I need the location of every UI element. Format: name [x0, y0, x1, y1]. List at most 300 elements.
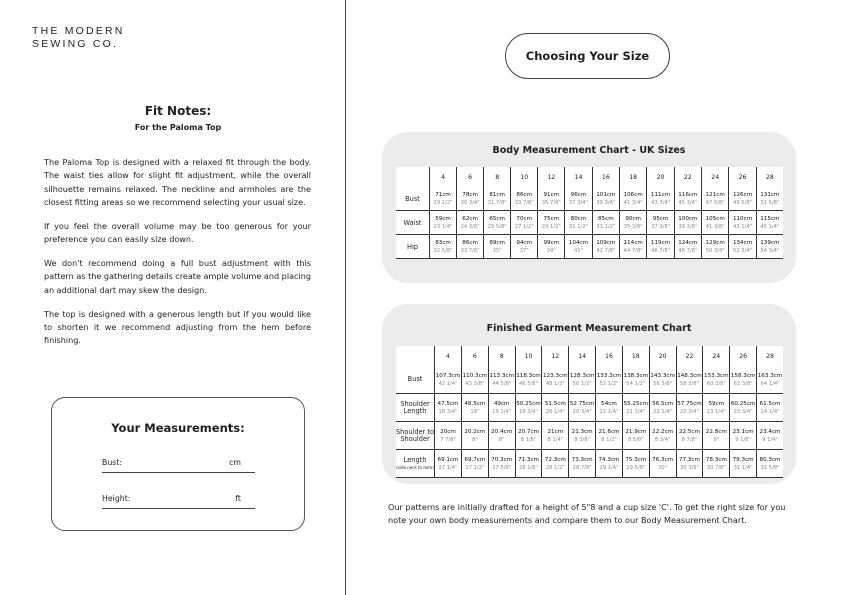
inch-value: 51 5/8" — [760, 199, 780, 206]
inch-value: 8 1/4" — [547, 436, 564, 443]
inch-value: 52 3/4" — [733, 247, 753, 254]
cm-value: 126cm — [732, 191, 753, 198]
measurement-cell — [703, 422, 730, 450]
measurement-cell — [435, 422, 462, 450]
measurement-cell — [435, 366, 462, 394]
cm-value: 75cm — [543, 215, 560, 222]
size-header-cell: 20 — [647, 167, 674, 187]
cm-value: 48.5cm — [464, 400, 486, 407]
cm-value: 118.3cm — [516, 372, 541, 379]
cm-value: 74.3cm — [598, 456, 620, 463]
row-label-line: Length — [403, 406, 427, 415]
inch-value: 21 1/4" — [599, 408, 619, 415]
measurement-cell — [757, 450, 783, 478]
inch-value: 35 3/8" — [623, 223, 643, 230]
measurement-cell — [649, 366, 676, 394]
inch-value: 30" — [658, 464, 668, 471]
measurement-cell — [757, 366, 783, 394]
row-label — [396, 394, 435, 422]
inch-value: 31 7/8" — [487, 199, 507, 206]
measurement-cell — [674, 211, 701, 235]
height-measurement-field[interactable] — [102, 494, 255, 509]
cm-value: 59cm — [435, 215, 451, 222]
measurement-cell — [622, 366, 649, 394]
measurement-cell — [596, 450, 623, 478]
cm-value: 50.25cm — [516, 400, 541, 407]
your-measurements-title: Your Measurements: — [111, 421, 245, 435]
inch-value: 25 5/8" — [487, 223, 507, 230]
cm-value: 22.8cm — [705, 428, 727, 435]
inch-value: 23 1/4" — [433, 223, 453, 230]
inch-value: 19 3/4" — [518, 408, 538, 415]
size-header-cell: 10 — [515, 346, 542, 366]
size-header-cell: 24 — [703, 346, 730, 366]
size-header-cell: 26 — [730, 346, 757, 366]
inch-value: 27 5/8" — [492, 464, 512, 471]
cm-value: 96cm — [570, 191, 587, 198]
inch-value: 49 5/8" — [733, 199, 753, 206]
measurement-cell — [703, 394, 730, 422]
corner-cell — [396, 167, 430, 187]
cm-value: 109cm — [596, 239, 616, 246]
cm-value: 86cm — [462, 239, 478, 246]
inch-value: 27 1/4" — [438, 464, 458, 471]
inch-value: 33 1/2" — [596, 223, 616, 230]
cm-value: 70.3cm — [491, 456, 513, 463]
inch-value: 8 7/8" — [681, 436, 698, 443]
cm-value: 128.3cm — [569, 372, 595, 379]
inch-value: 8 3/4" — [654, 436, 671, 443]
measurement-cell — [647, 235, 674, 259]
inch-value: 19 1/4" — [492, 408, 512, 415]
cm-value: 86cm — [516, 191, 533, 198]
inch-value: 45 3/4" — [678, 199, 698, 206]
cm-value: 22.2cm — [652, 428, 674, 435]
cm-value: 56.5cm — [652, 400, 674, 407]
measurement-cell — [569, 394, 596, 422]
measurement-cell — [756, 211, 783, 235]
measurement-cell — [461, 422, 488, 450]
measurement-cell — [649, 422, 676, 450]
inch-value: 29 5/8" — [626, 464, 646, 471]
cm-value: 148.3cm — [677, 372, 702, 379]
row-label-note: (side neck to hem) — [396, 464, 434, 470]
inch-value: 20 1/4" — [545, 408, 565, 415]
cm-value: 72.3cm — [544, 456, 566, 463]
inch-value: 18 3/4" — [438, 408, 458, 415]
measurement-cell — [488, 422, 515, 450]
cm-value: 22.5cm — [678, 428, 700, 435]
inch-value: 30 7/8" — [706, 464, 726, 471]
cm-value: 78.3cm — [705, 456, 727, 463]
measurement-cell — [730, 366, 757, 394]
size-header-cell: 12 — [542, 346, 569, 366]
row-label-line: Bust — [407, 375, 423, 383]
measurement-cell — [565, 211, 592, 235]
inch-value: 22 3/4" — [679, 408, 699, 415]
cm-value: 89cm — [489, 239, 505, 246]
size-header-cell: 24 — [702, 167, 729, 187]
inch-value: 22 1/4" — [653, 408, 673, 415]
cm-value: 106cm — [623, 191, 643, 198]
size-header-cell: 6 — [457, 167, 484, 187]
cm-value: 51.5cm — [544, 400, 566, 407]
inch-value: 39" — [546, 247, 556, 254]
row-label — [396, 366, 435, 394]
inch-value: 9" — [713, 436, 720, 443]
size-header-cell: 4 — [435, 346, 462, 366]
cm-value: 57.75cm — [677, 400, 702, 407]
cm-value: 20.2cm — [464, 428, 486, 435]
measurement-cell — [430, 211, 457, 235]
row-label — [396, 450, 435, 478]
cm-value: 131cm — [760, 191, 780, 198]
measurement-cell — [461, 450, 488, 478]
cm-value: 138.3cm — [623, 372, 649, 379]
fit-notes-paragraph: We don't recommend doing a full bust adjustment with this pattern as the gathering details create ample volume and placing an additional dart may skew the design. — [44, 258, 311, 295]
cm-value: 71cm — [435, 191, 451, 198]
inch-value: 35" — [492, 247, 502, 254]
measurement-cell — [674, 187, 701, 211]
inch-value: 48 7/8" — [678, 247, 698, 254]
garment-measurement-table — [396, 346, 783, 478]
measurement-cell — [620, 211, 647, 235]
cm-value: 81cm — [489, 191, 505, 198]
cm-value: 115cm — [760, 215, 780, 222]
measurement-cell — [649, 450, 676, 478]
measurement-cell — [488, 450, 515, 478]
inch-value: 30 3/8" — [679, 464, 699, 471]
measurement-cell — [515, 394, 542, 422]
inch-value: 23 1/4" — [706, 408, 726, 415]
inch-value: 58 3/8" — [679, 380, 699, 387]
cm-value: 158.3cm — [730, 372, 756, 379]
measurement-cell — [538, 211, 565, 235]
inch-value: 30 3/4" — [460, 199, 480, 206]
cm-value: 65cm — [489, 215, 505, 222]
page-divider — [345, 0, 346, 595]
measurement-cell — [538, 235, 565, 259]
measurement-cell — [729, 235, 756, 259]
fit-notes-title: Fit Notes: — [144, 104, 212, 118]
cm-value: 80.3cm — [759, 456, 781, 463]
inch-value: 23 3/4" — [733, 408, 753, 415]
size-header-cell: 8 — [488, 346, 515, 366]
cm-value: 105cm — [705, 215, 725, 222]
inch-value: 31 5/8" — [760, 464, 780, 471]
measurement-cell — [676, 422, 703, 450]
measurement-cell — [430, 235, 457, 259]
measurement-cell — [622, 450, 649, 478]
cm-value: 77.3cm — [678, 456, 700, 463]
measurement-cell — [569, 366, 596, 394]
inch-value: 41 3/8" — [705, 223, 725, 230]
bust-label: Bust: — [102, 458, 123, 467]
measurement-cell — [457, 235, 484, 259]
cm-value: 21cm — [547, 428, 564, 435]
cm-value: 69.1cm — [437, 456, 459, 463]
cm-value: 83cm — [435, 239, 451, 246]
measurement-row — [396, 422, 783, 450]
cm-value: 123.3cm — [543, 372, 568, 379]
cm-value: 62cm — [462, 215, 478, 222]
body-chart-title: Body Measurement Chart - UK Sizes — [492, 145, 686, 156]
measurement-cell — [676, 394, 703, 422]
inch-value: 33 7/8" — [460, 247, 480, 254]
row-label — [396, 211, 430, 235]
brand-logo — [32, 25, 125, 51]
inch-value: 7 7/8" — [440, 436, 456, 443]
size-header-cell: 26 — [729, 167, 756, 187]
size-header-cell: 16 — [596, 346, 623, 366]
row-label — [396, 422, 435, 450]
cm-value: 71.3cm — [518, 456, 539, 463]
inch-value: 24 3/8" — [460, 223, 480, 230]
cm-value: 69.7cm — [464, 456, 486, 463]
row-label-line: Waist — [403, 218, 422, 227]
size-header-cell: 14 — [569, 346, 596, 366]
measurement-cell — [702, 235, 729, 259]
measurement-cell — [488, 366, 515, 394]
measurement-row — [396, 235, 783, 259]
footer-note: Our patterns are initially drafted for a height of 5"8 and a cup size 'C'. To get the right size for you note your own body measurements and compare them to our Body Measurement Chart. — [388, 502, 786, 525]
cm-value: 153.3cm — [704, 372, 729, 379]
cm-value: 70cm — [516, 215, 533, 222]
cm-value: 80cm — [570, 215, 587, 222]
row-label-line: Bust — [405, 194, 420, 203]
measurement-cell — [511, 187, 538, 211]
cm-value: 133.3cm — [596, 372, 622, 379]
cm-value: 124cm — [678, 239, 698, 246]
measurement-row — [396, 394, 783, 422]
corner-cell — [396, 346, 435, 366]
cm-value: 20cm — [440, 428, 456, 435]
measurement-cell — [488, 394, 515, 422]
fit-notes-paragraph: The Paloma Top is designed with a relaxed fit through the body. The waist ties allow for slight fit adjustment, while the overall silhouette remains relaxed. The neckline and armholes are the closest fitting areas so we recommend selecting your usual size. — [44, 157, 311, 208]
measurement-cell — [592, 211, 619, 235]
inch-value: 21 3/4" — [626, 408, 646, 415]
measurement-cell — [461, 394, 488, 422]
inch-value: 56 3/8" — [653, 380, 673, 387]
cm-value: 76.3cm — [652, 456, 674, 463]
inch-value: 28 1/2" — [545, 464, 565, 471]
inch-value: 33 7/8" — [514, 199, 534, 206]
measurement-cell — [457, 211, 484, 235]
row-label-line: Shoulder — [400, 434, 430, 443]
inch-value: 41" — [573, 247, 583, 254]
measurement-cell — [647, 211, 674, 235]
measurement-cell — [542, 366, 569, 394]
measurement-cell — [596, 366, 623, 394]
inch-value: 44 7/8" — [623, 247, 643, 254]
row-label — [396, 235, 430, 259]
fit-notes-paragraph: If you feel the overall volume may be too generous for your preference you can easily size down. — [44, 220, 311, 245]
inch-value: 52 1/2" — [599, 380, 619, 387]
brand-line-1: THE MODERN — [32, 25, 125, 37]
size-header-row — [396, 167, 783, 187]
size-header-cell: 28 — [757, 346, 783, 366]
measurement-cell — [565, 235, 592, 259]
cm-value: 75.3cm — [625, 456, 647, 463]
inch-value: 8 3/8" — [574, 436, 590, 443]
size-header-cell: 22 — [674, 167, 701, 187]
size-header-cell: 6 — [461, 346, 488, 366]
measurement-cell — [729, 187, 756, 211]
cm-value: 20.4cm — [491, 428, 513, 435]
cm-value: 111cm — [650, 191, 671, 198]
inch-value: 37" — [519, 247, 529, 254]
measurement-cell — [511, 211, 538, 235]
measurement-cell — [676, 366, 703, 394]
height-unit: ft — [235, 494, 241, 503]
cm-value: 110.3cm — [462, 372, 488, 379]
measurement-cell — [622, 422, 649, 450]
cm-value: 101cm — [596, 191, 616, 198]
inch-value: 41 3/4" — [623, 199, 643, 206]
size-header-cell: 20 — [649, 346, 676, 366]
measurement-cell — [622, 394, 649, 422]
measurement-cell — [702, 211, 729, 235]
inch-value: 43 3/4" — [651, 199, 671, 206]
measurement-cell — [461, 366, 488, 394]
cm-value: 61.5cm — [759, 400, 781, 407]
inch-value: 60 3/8" — [706, 380, 726, 387]
inch-value: 37 3/4" — [568, 199, 588, 206]
measurement-cell — [702, 187, 729, 211]
inch-value: 29 1/4" — [599, 464, 619, 471]
cm-value: 54cm — [601, 400, 617, 407]
cm-value: 90cm — [625, 215, 641, 222]
cm-value: 121cm — [705, 191, 725, 198]
cm-value: 110cm — [732, 215, 753, 222]
measurement-cell — [756, 187, 783, 211]
bust-unit: cm — [229, 458, 241, 467]
measurement-cell — [515, 450, 542, 478]
inch-value: 8" — [471, 436, 478, 443]
cm-value: 55.25cm — [623, 400, 649, 407]
measurement-cell — [565, 187, 592, 211]
size-header-cell: 12 — [538, 167, 565, 187]
inch-value: 39 3/4" — [596, 199, 616, 206]
measurement-cell — [596, 422, 623, 450]
measurement-cell — [649, 394, 676, 422]
cm-value: 91cm — [543, 191, 560, 198]
cm-value: 100cm — [678, 215, 698, 222]
measurement-cell — [730, 394, 757, 422]
cm-value: 78cm — [462, 191, 478, 198]
inch-value: 62 3/8" — [733, 380, 753, 387]
measurement-cell — [703, 366, 730, 394]
measurement-cell — [484, 211, 511, 235]
inch-value: 47 5/8" — [705, 199, 725, 206]
inch-value: 54 3/4" — [760, 247, 780, 254]
measurement-cell — [596, 394, 623, 422]
inch-value: 8 1/2" — [601, 436, 617, 443]
cm-value: 23.1cm — [732, 428, 754, 435]
inch-value: 46 7/8" — [651, 247, 671, 254]
measurement-cell — [620, 187, 647, 211]
measurement-cell — [730, 422, 757, 450]
size-header-cell: 16 — [592, 167, 619, 187]
inch-value: 9 1/8" — [735, 436, 751, 443]
inch-value: 19" — [470, 408, 480, 415]
measurement-cell — [511, 235, 538, 259]
row-label — [396, 187, 430, 211]
fit-notes-subtitle: For the Paloma Top — [134, 123, 222, 132]
cm-value: 20.7cm — [518, 428, 539, 435]
size-header-cell: 18 — [622, 346, 649, 366]
inch-value: 42 7/8" — [596, 247, 616, 254]
measurement-cell — [592, 235, 619, 259]
inch-value: 27 1/2" — [465, 464, 485, 471]
inch-value: 29 1/2" — [433, 199, 453, 206]
cm-value: 79.3cm — [732, 456, 754, 463]
inch-value: 45 1/4" — [760, 223, 780, 230]
measurement-row — [396, 187, 783, 211]
cm-value: 59cm — [708, 400, 725, 407]
cm-value: 23.4cm — [759, 428, 781, 435]
body-measurement-table — [396, 167, 783, 259]
measurement-cell — [647, 187, 674, 211]
measurement-cell — [538, 187, 565, 211]
your-measurements-box — [51, 397, 305, 531]
measurement-cell — [484, 187, 511, 211]
row-label-line: Hip — [407, 242, 418, 251]
inch-value: 42 1/4" — [438, 380, 458, 387]
measurement-cell — [729, 211, 756, 235]
fit-notes-paragraph: The top is designed with a generous length but if you would like to shorten it we recommend adjusting from the hem before finishing. — [44, 308, 311, 346]
inch-value: 50 3/4" — [705, 247, 725, 254]
inch-value: 50 1/2" — [572, 380, 592, 387]
measurement-row — [396, 450, 783, 478]
size-header-cell: 28 — [756, 167, 783, 187]
cm-value: 119cm — [650, 239, 671, 246]
size-header-cell: 22 — [676, 346, 703, 366]
inch-value: 28 7/8" — [572, 464, 592, 471]
cm-value: 94cm — [516, 239, 533, 246]
size-header-cell: 8 — [484, 167, 511, 187]
cm-value: 107.3cm — [435, 372, 461, 379]
inch-value: 31 1/4" — [733, 464, 753, 471]
measurement-cell — [620, 235, 647, 259]
measurement-cell — [435, 394, 462, 422]
row-label-line: Shoulder — [400, 399, 430, 408]
inch-value: 9 1/4" — [762, 436, 778, 443]
cm-value: 139cm — [760, 239, 780, 246]
inch-value: 8 1/8" — [520, 436, 537, 443]
measurement-cell — [674, 235, 701, 259]
bust-measurement-field[interactable] — [102, 458, 255, 473]
size-header-cell: 14 — [565, 167, 592, 187]
fit-notes-body — [44, 156, 311, 358]
inch-value: 64 1/4" — [760, 380, 780, 387]
cm-value: 21.6cm — [598, 428, 620, 435]
inch-value: 48 1/2" — [545, 380, 565, 387]
measurement-cell — [542, 422, 569, 450]
size-header-row — [396, 346, 783, 366]
cm-value: 104cm — [568, 239, 589, 246]
inch-value: 54 1/2" — [626, 380, 646, 387]
measurement-cell — [430, 187, 457, 211]
cm-value: 129cm — [705, 239, 725, 246]
inch-value: 35 7/8" — [541, 199, 561, 206]
measurement-row — [396, 366, 783, 394]
inch-value: 31 1/2" — [568, 223, 588, 230]
cm-value: 113.3cm — [489, 372, 514, 379]
inch-value: 20 3/4" — [572, 408, 592, 415]
measurement-cell — [569, 450, 596, 478]
measurement-row — [396, 211, 783, 235]
